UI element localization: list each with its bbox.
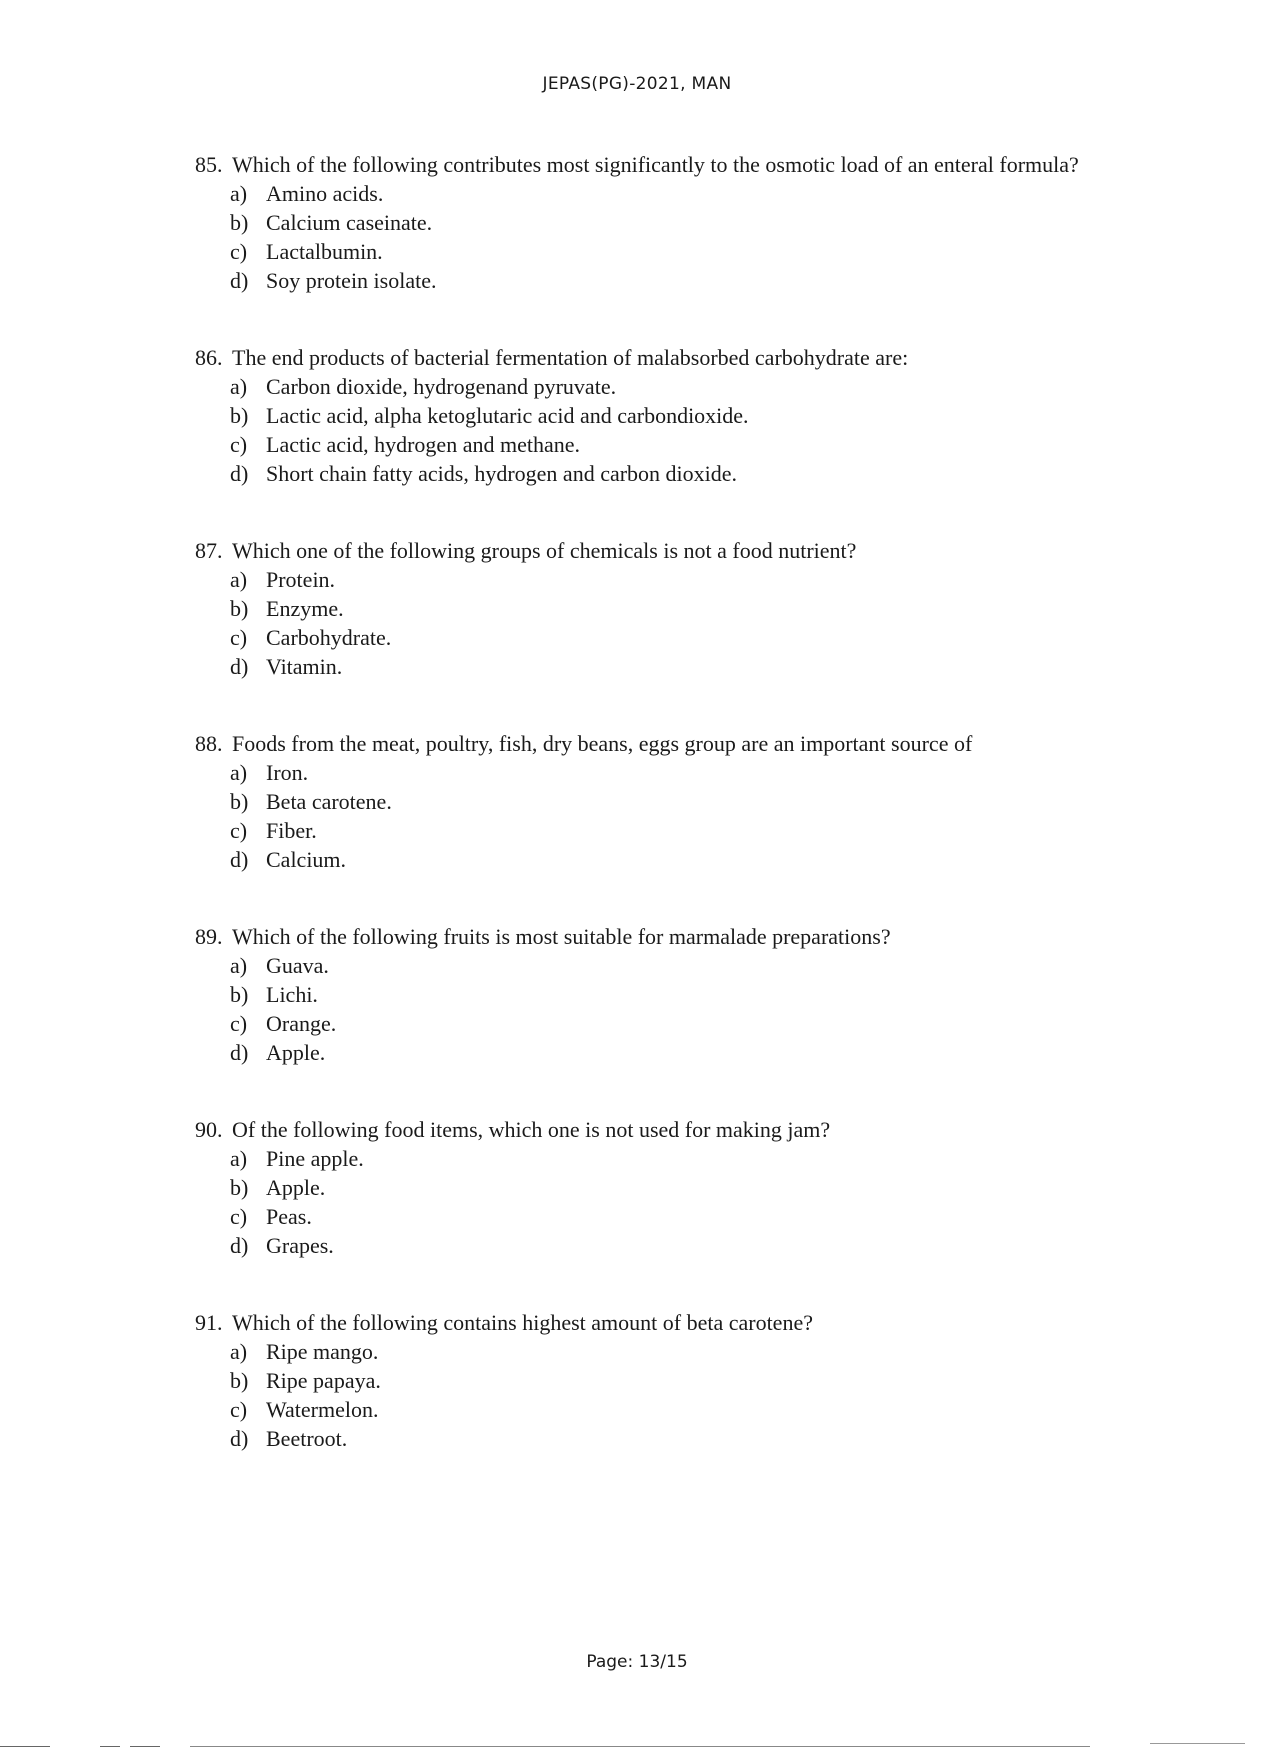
option-text: Watermelon.: [266, 1397, 379, 1422]
option-list: [195, 1337, 1205, 1453]
option-c: [195, 1202, 1205, 1231]
option-list: [195, 758, 1205, 874]
option-list: [195, 565, 1205, 681]
option-a: [195, 951, 1205, 980]
scan-artifact-line: [100, 1746, 120, 1747]
option-b: [195, 1366, 1205, 1395]
option-text: Peas.: [266, 1204, 312, 1229]
option-text: Iron.: [266, 760, 309, 785]
option-text: Pine apple.: [266, 1146, 364, 1171]
option-letter: c): [230, 1011, 248, 1036]
option-text: Lichi.: [266, 982, 318, 1007]
question-text: Which of the following contributes most significantly to the osmotic load of an enteral formula?: [232, 152, 1079, 177]
question-89: [195, 922, 1205, 1067]
option-letter: c): [230, 818, 248, 843]
question-stem: [195, 343, 1205, 372]
question-number: 85.: [195, 152, 223, 177]
option-list: [195, 372, 1205, 488]
option-text: Apple.: [266, 1175, 326, 1200]
option-letter: b): [230, 982, 249, 1007]
option-text: Carbohydrate.: [266, 625, 392, 650]
option-a: [195, 565, 1205, 594]
option-d: [195, 845, 1205, 874]
question-number: 88.: [195, 731, 223, 756]
option-text: Carbon dioxide, hydrogenand pyruvate.: [266, 374, 617, 399]
question-87: [195, 536, 1205, 681]
option-a: [195, 1337, 1205, 1366]
question-text: Foods from the meat, poultry, fish, dry beans, eggs group are an important source of: [232, 731, 973, 756]
option-d: [195, 1424, 1205, 1453]
option-letter: c): [230, 625, 248, 650]
question-text: Which of the following fruits is most suitable for marmalade preparations?: [232, 924, 891, 949]
question-stem: [195, 729, 1205, 758]
option-list: [195, 1144, 1205, 1260]
page-header: JEPAS(PG)-2021, MAN: [542, 74, 732, 94]
option-letter: c): [230, 432, 248, 457]
option-text: Calcium caseinate.: [266, 210, 433, 235]
option-letter: c): [230, 1397, 248, 1422]
option-letter: a): [230, 953, 248, 978]
option-letter: a): [230, 374, 248, 399]
option-letter: b): [230, 403, 249, 428]
scan-artifact-line: [190, 1746, 1090, 1747]
option-text: Beetroot.: [266, 1426, 348, 1451]
option-letter: b): [230, 1368, 249, 1393]
option-text: Lactic acid, hydrogen and methane.: [266, 432, 580, 457]
question-text: Which one of the following groups of chemicals is not a food nutrient?: [232, 538, 857, 563]
option-letter: a): [230, 1146, 248, 1171]
option-c: [195, 1009, 1205, 1038]
page-number: Page: 13/15: [586, 1652, 688, 1672]
question-stem: [195, 1115, 1205, 1144]
option-text: Lactic acid, alpha ketoglutaric acid and carbondioxide.: [266, 403, 749, 428]
option-list: [195, 179, 1205, 295]
question-number: 90.: [195, 1117, 223, 1142]
option-letter: d): [230, 654, 249, 679]
option-b: [195, 1173, 1205, 1202]
option-d: [195, 459, 1205, 488]
scan-artifact-line: [0, 1746, 50, 1747]
option-text: Grapes.: [266, 1233, 334, 1258]
option-d: [195, 266, 1205, 295]
option-text: Ripe papaya.: [266, 1368, 381, 1393]
option-a: [195, 1144, 1205, 1173]
question-number: 87.: [195, 538, 223, 563]
question-text: The end products of bacterial fermentation of malabsorbed carbohydrate are:: [232, 345, 909, 370]
option-text: Orange.: [266, 1011, 337, 1036]
question-number: 89.: [195, 924, 223, 949]
question-stem: [195, 536, 1205, 565]
question-86: [195, 343, 1205, 488]
question-number: 86.: [195, 345, 223, 370]
question-91: [195, 1308, 1205, 1453]
question-88: [195, 729, 1205, 874]
question-list: [195, 150, 1205, 1501]
option-text: Apple.: [266, 1040, 326, 1065]
option-b: [195, 980, 1205, 1009]
option-letter: a): [230, 567, 248, 592]
option-letter: c): [230, 239, 248, 264]
option-letter: c): [230, 1204, 248, 1229]
option-text: Calcium.: [266, 847, 347, 872]
option-text: Ripe mango.: [266, 1339, 379, 1364]
option-b: [195, 401, 1205, 430]
option-letter: a): [230, 760, 248, 785]
option-text: Fiber.: [266, 818, 317, 843]
option-a: [195, 179, 1205, 208]
scan-artifact-line: [130, 1746, 160, 1747]
option-text: Guava.: [266, 953, 329, 978]
option-letter: a): [230, 1339, 248, 1364]
question-stem: [195, 150, 1205, 179]
option-text: Protein.: [266, 567, 336, 592]
option-c: [195, 237, 1205, 266]
question-number: 91.: [195, 1310, 223, 1335]
scan-artifact-line: [1150, 1743, 1245, 1744]
option-text: Vitamin.: [266, 654, 343, 679]
question-85: [195, 150, 1205, 295]
option-text: Enzyme.: [266, 596, 344, 621]
option-c: [195, 816, 1205, 845]
question-text: Which of the following contains highest amount of beta carotene?: [232, 1310, 813, 1335]
option-letter: d): [230, 847, 249, 872]
option-text: Lactalbumin.: [266, 239, 383, 264]
option-letter: d): [230, 1426, 249, 1451]
option-a: [195, 372, 1205, 401]
option-list: [195, 951, 1205, 1067]
option-b: [195, 594, 1205, 623]
option-a: [195, 758, 1205, 787]
option-text: Soy protein isolate.: [266, 268, 437, 293]
option-c: [195, 1395, 1205, 1424]
option-b: [195, 787, 1205, 816]
option-letter: a): [230, 181, 248, 206]
question-90: [195, 1115, 1205, 1260]
option-d: [195, 652, 1205, 681]
option-letter: d): [230, 1040, 249, 1065]
option-text: Short chain fatty acids, hydrogen and carbon dioxide.: [266, 461, 738, 486]
question-text: Of the following food items, which one is not used for making jam?: [232, 1117, 831, 1142]
option-letter: b): [230, 1175, 249, 1200]
question-stem: [195, 922, 1205, 951]
option-c: [195, 430, 1205, 459]
option-d: [195, 1231, 1205, 1260]
option-letter: d): [230, 1233, 249, 1258]
option-d: [195, 1038, 1205, 1067]
option-letter: b): [230, 210, 249, 235]
option-text: Beta carotene.: [266, 789, 392, 814]
option-letter: b): [230, 596, 249, 621]
option-letter: b): [230, 789, 249, 814]
option-letter: d): [230, 461, 249, 486]
option-text: Amino acids.: [266, 181, 384, 206]
option-letter: d): [230, 268, 249, 293]
question-stem: [195, 1308, 1205, 1337]
option-b: [195, 208, 1205, 237]
option-c: [195, 623, 1205, 652]
